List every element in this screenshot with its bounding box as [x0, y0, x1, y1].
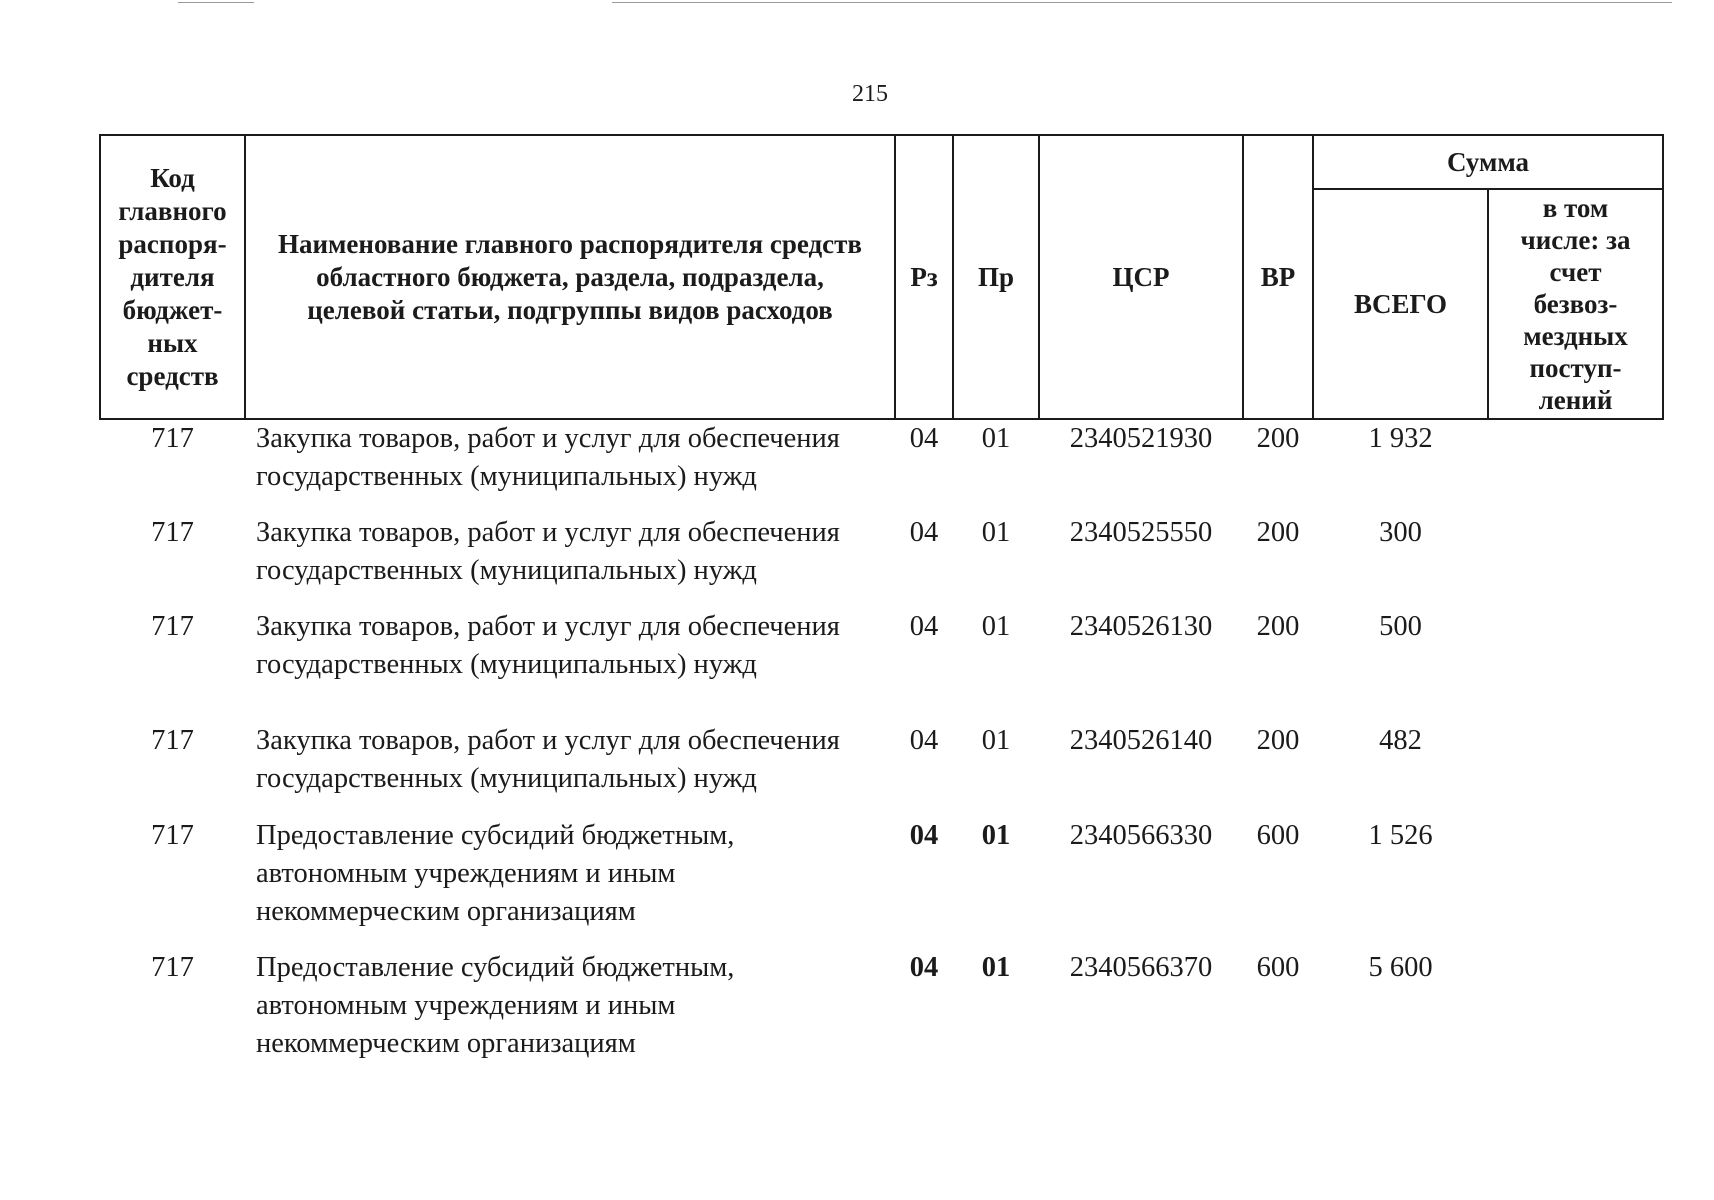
- header-vr: ВР: [1243, 135, 1313, 419]
- cell-vr: 600: [1256, 820, 1300, 851]
- cell-code: 717: [151, 952, 194, 983]
- cell-pr: 01: [981, 423, 1011, 454]
- cell-incl-grants: [1488, 514, 1663, 608]
- cell-vr: 200: [1256, 611, 1300, 642]
- cell-rz: 04: [909, 517, 939, 548]
- header-incl-grants: в том числе: за счет безвоз- мездных поступ- лений: [1488, 189, 1663, 419]
- table-row: [100, 608, 1663, 722]
- cell-name: Закупка товаров, работ и услуг для обеспечения государственных (муниципальных) нужд: [256, 725, 840, 794]
- table-row: [100, 722, 1663, 817]
- cell-vr: 200: [1256, 423, 1300, 454]
- cell-total: 482: [1379, 725, 1422, 756]
- table-row: [100, 817, 1663, 949]
- cell-rz: 04: [909, 611, 939, 642]
- cell-pr: 01: [981, 517, 1011, 548]
- cell-vr: 200: [1256, 725, 1300, 756]
- cell-pr: 01: [981, 820, 1011, 851]
- table-body: [100, 419, 1663, 1063]
- cell-name: Предоставление субсидий бюджетным, автономным учреждениям и иным некоммерческим организациям: [256, 952, 735, 1059]
- cell-total: 1 932: [1368, 423, 1433, 454]
- table-header: [100, 135, 1663, 419]
- cell-pr: 01: [981, 952, 1011, 983]
- cell-incl-grants: [1488, 817, 1663, 949]
- cell-rz: 04: [909, 952, 939, 983]
- cell-pr: 01: [981, 611, 1011, 642]
- cell-csr: 2340566330: [1069, 820, 1213, 851]
- cell-total: 1 526: [1368, 820, 1433, 851]
- cell-code: 717: [151, 611, 194, 642]
- cell-name: Предоставление субсидий бюджетным, автономным учреждениям и иным некоммерческим организациям: [256, 820, 735, 927]
- cell-rz: 04: [909, 423, 939, 454]
- header-csr: ЦСР: [1039, 135, 1243, 419]
- scan-edge-line: [178, 2, 254, 3]
- cell-name: Закупка товаров, работ и услуг для обеспечения государственных (муниципальных) нужд: [256, 423, 840, 492]
- cell-total: 5 600: [1368, 952, 1433, 983]
- cell-csr: 2340526130: [1069, 611, 1213, 642]
- cell-incl-grants: [1488, 722, 1663, 817]
- cell-code: 717: [151, 725, 194, 756]
- cell-total: 500: [1379, 611, 1422, 642]
- header-rz: Рз: [895, 135, 953, 419]
- cell-vr: 600: [1256, 952, 1300, 983]
- cell-code: 717: [151, 423, 194, 454]
- table-row: [100, 419, 1663, 514]
- cell-pr: 01: [981, 725, 1011, 756]
- cell-incl-grants: [1488, 949, 1663, 1063]
- table-row: [100, 514, 1663, 608]
- cell-rz: 04: [909, 725, 939, 756]
- cell-name: Закупка товаров, работ и услуг для обеспечения государственных (муниципальных) нужд: [256, 611, 840, 680]
- cell-code: 717: [151, 517, 194, 548]
- scan-edge-line: [612, 2, 1672, 3]
- cell-csr: 2340566370: [1069, 952, 1213, 983]
- cell-incl-grants: [1488, 419, 1663, 514]
- header-total: ВСЕГО: [1313, 189, 1488, 419]
- cell-csr: 2340521930: [1069, 423, 1213, 454]
- cell-total: 300: [1379, 517, 1422, 548]
- cell-incl-grants: [1488, 608, 1663, 722]
- cell-csr: 2340526140: [1069, 725, 1213, 756]
- header-pr: Пр: [953, 135, 1039, 419]
- header-code: Код главного распоря- дителя бюджет- ных средств: [100, 135, 245, 419]
- cell-csr: 2340525550: [1069, 517, 1213, 548]
- page-number: 215: [852, 81, 888, 107]
- budget-table: [99, 134, 1664, 1063]
- cell-name: Закупка товаров, работ и услуг для обеспечения государственных (муниципальных) нужд: [256, 517, 840, 586]
- cell-code: 717: [151, 820, 194, 851]
- table-row: [100, 949, 1663, 1063]
- header-name: Наименование главного распорядителя средств областного бюджета, раздела, подраздела, целевой статьи, подгруппы видов расходов: [245, 135, 895, 419]
- cell-rz: 04: [909, 820, 939, 851]
- header-sum: Сумма: [1313, 135, 1663, 189]
- cell-vr: 200: [1256, 517, 1300, 548]
